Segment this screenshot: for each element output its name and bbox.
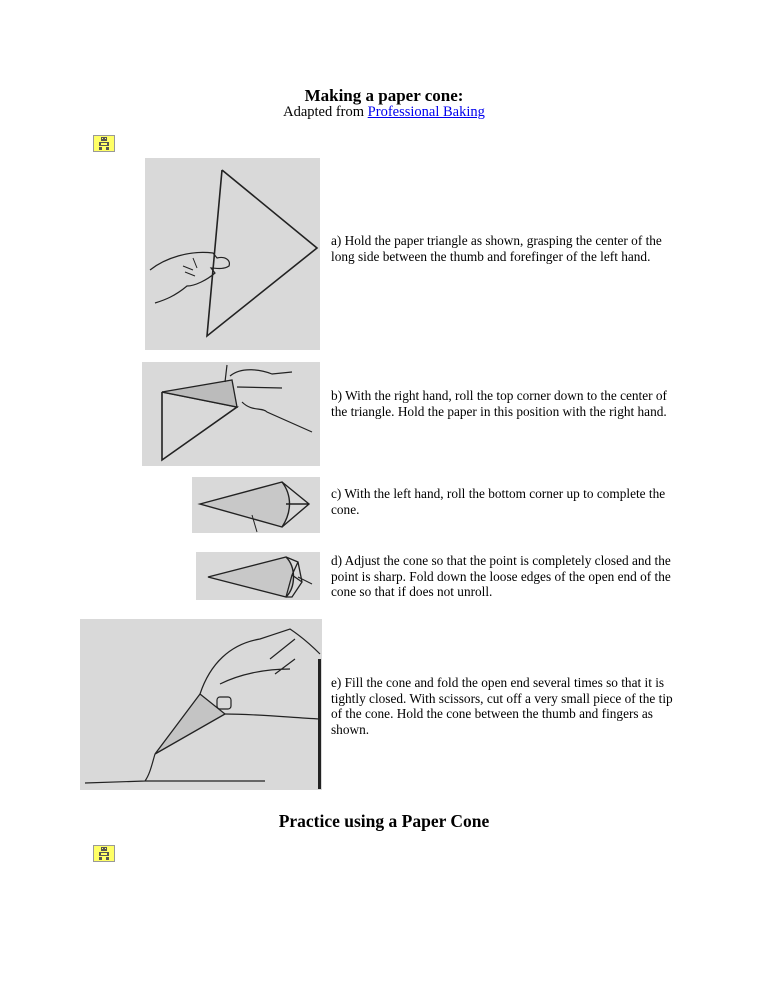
figure-a-hold-triangle bbox=[145, 158, 320, 350]
step-c-text: c) With the left hand, roll the bottom corner up to complete the cone. bbox=[331, 486, 666, 517]
step-b-text: b) With the right hand, roll the top corner down to the center of the triangle. Hold the paper in this position with the right hand. bbox=[331, 388, 667, 419]
plugin-bug-icon bbox=[97, 137, 111, 150]
figure-e-hold-cone bbox=[80, 619, 322, 790]
plugin-bug-icon bbox=[97, 847, 111, 860]
section-heading-practice: Practice using a Paper Cone bbox=[278, 811, 490, 831]
adapted-from-text: Adapted from bbox=[283, 104, 368, 120]
page-title: Making a paper cone: bbox=[304, 86, 464, 105]
plugin-placeholder-2[interactable] bbox=[93, 845, 115, 862]
figure-d-adjust-cone bbox=[196, 552, 320, 600]
step-d-text: d) Adjust the cone so that the point is completely closed and the point is sharp. Fold down the loose edges of the open end of the cone so that if does not unroll. bbox=[331, 553, 671, 599]
figure-c-complete-cone bbox=[192, 477, 320, 533]
source-link[interactable]: Professional Baking bbox=[367, 104, 485, 120]
figure-b-roll-top-corner bbox=[142, 362, 320, 466]
step-e-text: e) Fill the cone and fold the open end several times so that it is tightly closed. With scissors, cut off a very small piece of the tip of the cone. Hold the cone between the thumb and fingers as shown. bbox=[331, 675, 673, 737]
step-a-text: a) Hold the paper triangle as shown, grasping the center of the long side between the thumb and forefinger of the left hand. bbox=[331, 233, 662, 264]
subtitle bbox=[0, 104, 768, 121]
plugin-placeholder-1[interactable] bbox=[93, 135, 115, 152]
